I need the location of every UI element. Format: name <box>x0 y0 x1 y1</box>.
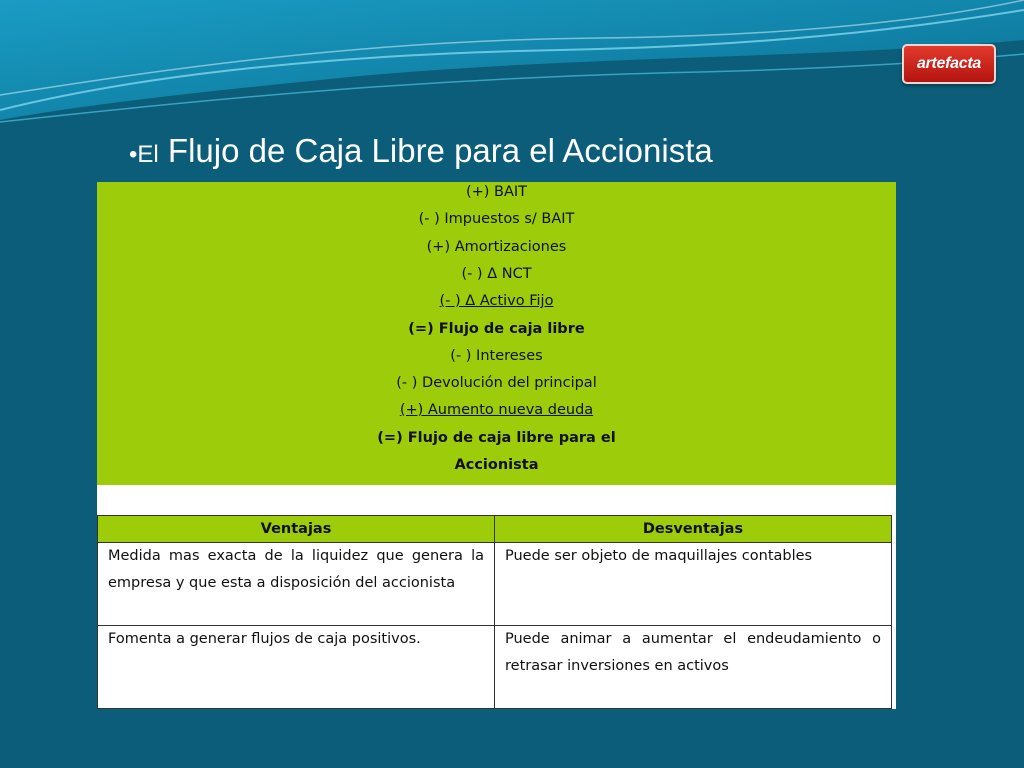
table-cell: Fomenta a generar flujos de caja positivos. <box>98 626 495 709</box>
table-row <box>98 626 892 709</box>
formula-line: (+) Aumento nueva deuda <box>399 402 594 419</box>
title-prefix: El <box>137 141 159 168</box>
formula-line: (- ) Devolución del principal <box>396 375 597 392</box>
table-header-row <box>98 516 892 543</box>
advantages-disadvantages-table <box>97 515 892 709</box>
formula-line: (- ) Intereses <box>450 347 543 364</box>
formula-line: (- ) Impuestos s/ BAIT <box>418 211 575 228</box>
title-main: Flujo de Caja Libre para el Accionista <box>158 132 713 169</box>
formula-line: (=) Flujo de caja libre para el <box>377 429 616 446</box>
table-row <box>98 543 892 626</box>
title-bullet: • <box>129 141 138 168</box>
slide-title <box>129 130 713 176</box>
formula-line: (+) BAIT <box>465 184 528 200</box>
document-image <box>97 182 896 709</box>
formula-line: (- ) Δ Activo Fijo <box>439 293 554 310</box>
formula-line: (=) Flujo de caja libre <box>408 320 585 337</box>
header-desventajas: Desventajas <box>495 516 892 543</box>
table-cell: Puede animar a aumentar el endeudamiento o retrasar inversiones en activos <box>495 626 892 709</box>
table-cell: Medida mas exacta de la liquidez que genera la empresa y que esta a disposición del accionista <box>98 543 495 626</box>
cash-flow-formula-box <box>97 182 896 485</box>
table-cell: Puede ser objeto de maquillajes contables <box>495 543 892 626</box>
formula-line: Accionista <box>454 457 539 473</box>
formula-line: (+) Amortizaciones <box>426 238 567 255</box>
formula-line: (- ) Δ NCT <box>461 265 532 282</box>
header-ventajas: Ventajas <box>98 516 495 543</box>
artefacta-logo: artefacta <box>902 44 996 84</box>
